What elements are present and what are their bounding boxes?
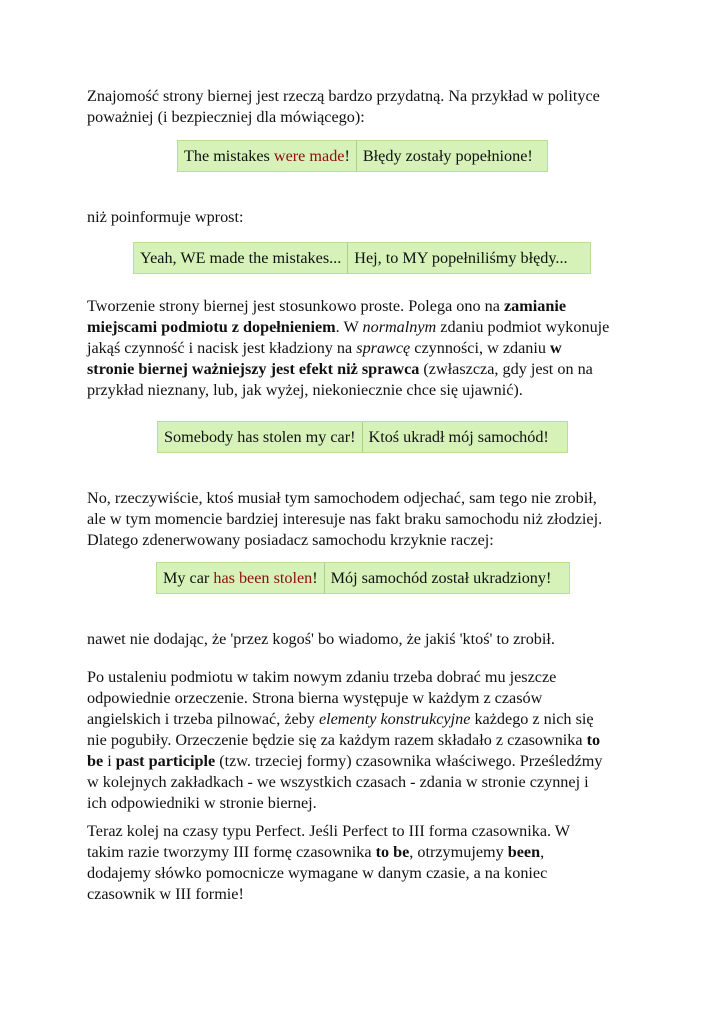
intro-paragraph	[87, 86, 647, 128]
polish-translation: Błędy zostały popełnione!	[356, 141, 539, 171]
text-line: Teraz kolej na czasy typu Perfect. Jeśli Perfect to III forma czasownika. W	[87, 822, 571, 840]
polish-translation: Ktoś ukradł mój samochód!	[362, 422, 555, 452]
example-box-2	[133, 242, 591, 274]
text-line: Tworzenie strony biernej jest stosunkowo proste. Polega ono na zamianie	[87, 297, 567, 315]
text-line: Po ustaleniu podmiotu w takim nowym zdaniu trzeba dobrać mu jeszcze	[87, 668, 557, 686]
text-line: ale w tym momencie bardziej interesuje nas fakt braku samochodu niż złodziej.	[87, 510, 603, 528]
polish-translation: Mój samochód został ukradziony!	[324, 563, 558, 593]
polish-translation: Hej, to MY popełniliśmy błędy...	[347, 243, 573, 273]
text-line: czasownik w III formie!	[87, 885, 244, 903]
example-box-3	[157, 421, 568, 453]
text-line: nie pogubiły. Orzeczenie będzie się za każdym razem składało z czasownika to	[87, 731, 601, 749]
text-line: Znajomość strony biernej jest rzeczą bardzo przydatną. Na przykład w polityce	[87, 87, 600, 105]
text-line: No, rzeczywiście, ktoś musiał tym samochodem odjechać, sam tego nie zrobił,	[87, 489, 597, 507]
explanation-paragraph	[87, 296, 647, 401]
english-sentence: Yeah, WE made the mistakes...	[140, 249, 342, 267]
text-line: angielskich i trzeba pilnować, żeby elementy konstrukcyjne każdego z nich się	[87, 710, 594, 728]
english-sentence: My car has been stolen!	[163, 569, 318, 587]
english-sentence: Somebody has stolen my car!	[164, 428, 356, 446]
english-sentence: The mistakes were made!	[184, 147, 350, 165]
text-line: przykład nieznany, lub, jak wyżej, niekoniecznie chce się ujawnić).	[87, 381, 523, 399]
text-line: poważniej (i bezpieczniej dla mówiącego):	[87, 108, 365, 126]
example-box-4	[156, 562, 570, 594]
text-line: Dlatego zdenerwowany posiadacz samochodu krzyknie raczej:	[87, 531, 494, 549]
text-line: nawet nie dodając, że 'przez kogoś' bo wiadomo, że jakiś 'ktoś' to zrobił.	[87, 630, 555, 648]
rules-paragraph	[87, 667, 647, 814]
context-paragraph	[87, 488, 647, 551]
example-box-1	[177, 140, 548, 172]
text-line: jakąś czynność i nacisk jest kładziony na sprawcę czynności, w zdaniu w	[87, 339, 562, 357]
passive-highlight: were made	[273, 147, 345, 165]
note-paragraph	[87, 629, 647, 650]
text-line: ich odpowiedniki w stronie biernej.	[87, 794, 317, 812]
passive-highlight: has been stolen	[213, 569, 313, 587]
transition-paragraph	[87, 207, 647, 228]
text-line: stronie biernej ważniejszy jest efekt niż sprawca (zwłaszcza, gdy jest on na	[87, 360, 593, 378]
perfect-paragraph	[87, 821, 647, 905]
text-line: niż poinformuje wprost:	[87, 208, 244, 226]
text-line: be i past participle (tzw. trzeciej formy) czasownika właściwego. Prześledźmy	[87, 752, 603, 770]
text-line: odpowiednie orzeczenie. Strona bierna występuje w każdym z czasów	[87, 689, 543, 707]
text-line: w kolejnych zakładkach - we wszystkich czasach - zdania w stronie czynnej i	[87, 773, 589, 791]
text-line: miejscami podmiotu z dopełnieniem. W normalnym zdaniu podmiot wykonuje	[87, 318, 610, 336]
text-line: takim razie tworzymy III formę czasownika to be, otrzymujemy been,	[87, 843, 545, 861]
text-line: dodajemy słówko pomocnicze wymagane w danym czasie, a na koniec	[87, 864, 548, 882]
